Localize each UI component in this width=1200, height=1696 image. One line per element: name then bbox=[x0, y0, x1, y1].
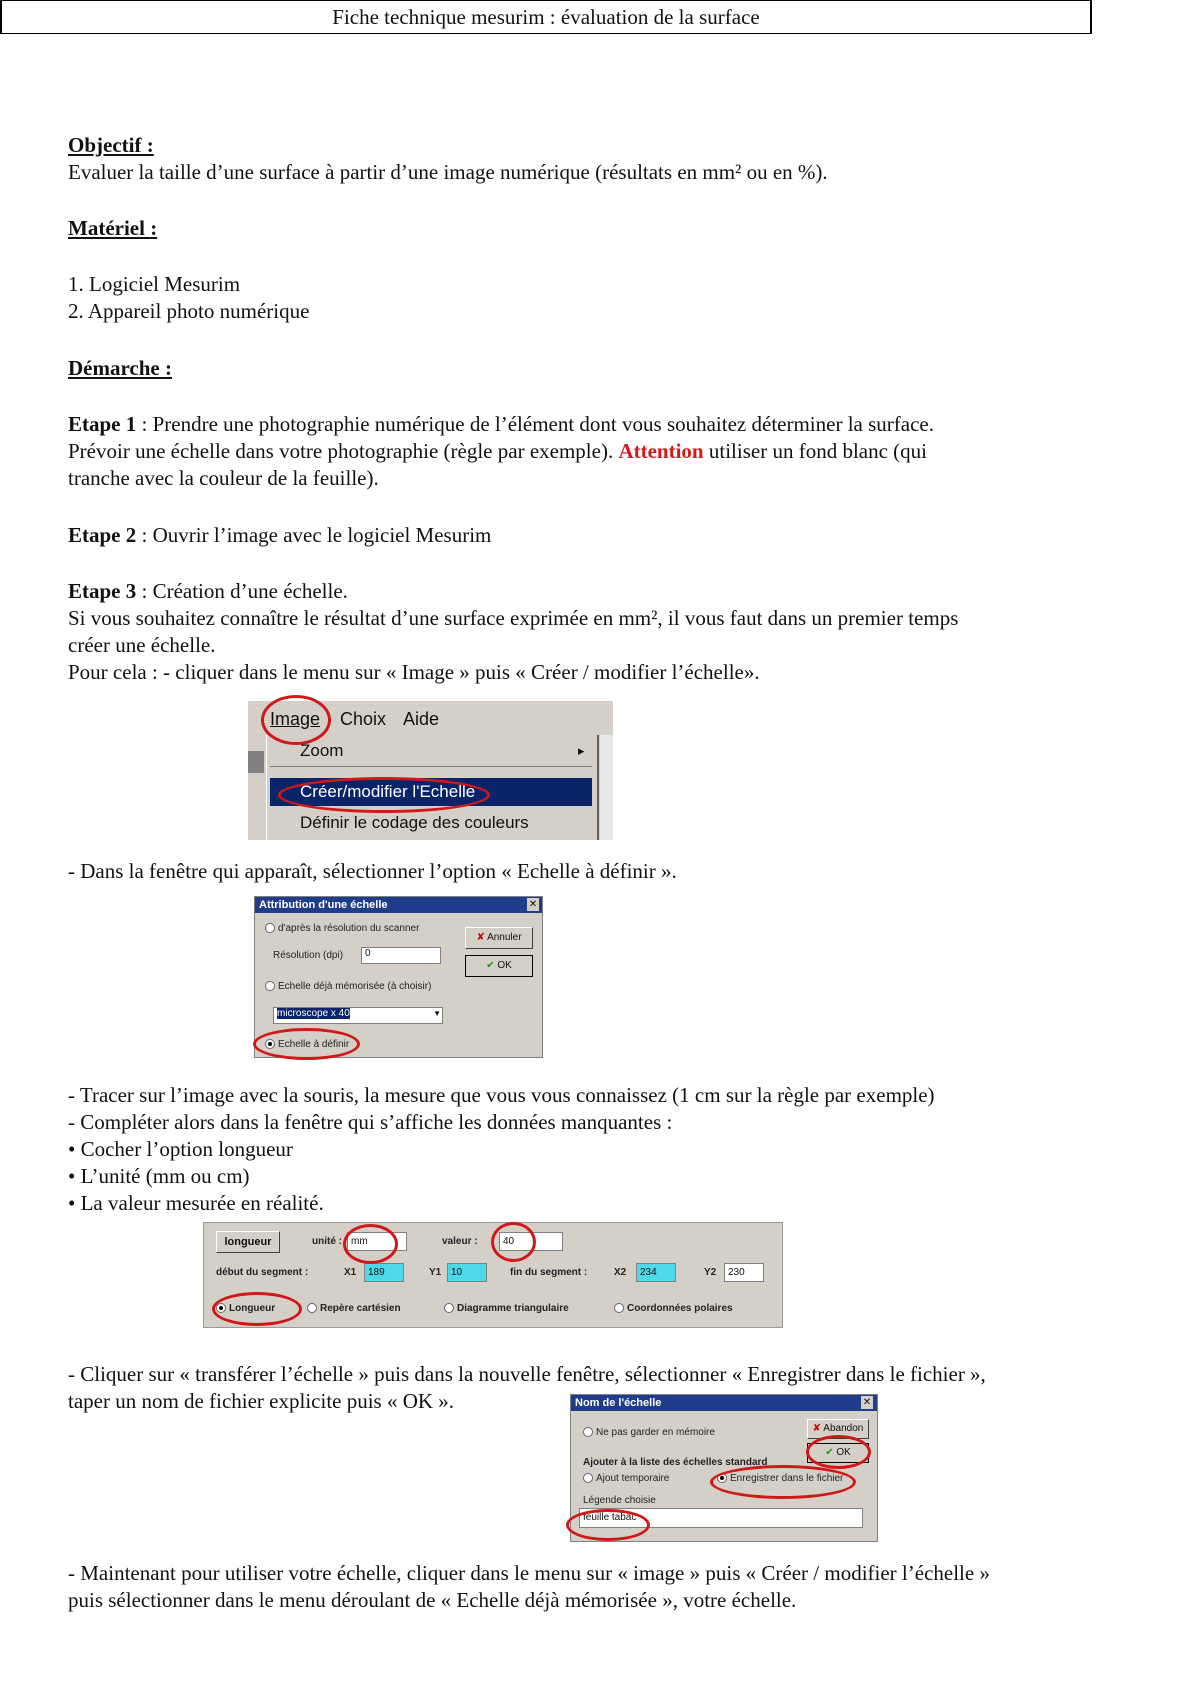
y2-spinner[interactable]: 230 bbox=[724, 1263, 764, 1282]
radio-diagramme-triangulaire[interactable]: Diagramme triangulaire bbox=[444, 1303, 569, 1314]
bullet-longueur: • Cocher l’option longueur bbox=[68, 1137, 293, 1161]
menu-aide[interactable]: Aide bbox=[403, 709, 440, 729]
etape3-line10: - Maintenant pour utiliser votre échelle, cliquer dans le menu sur « image » puis « Créer / modifier l’échelle » bbox=[68, 1561, 990, 1585]
check-icon: ✔ bbox=[486, 960, 495, 971]
chevron-right-icon: ▸ bbox=[578, 743, 585, 758]
etape1-line1: Etape 1 : Prendre une photographie numérique de l’élément dont vous souhaitez déterminer la surface. bbox=[68, 412, 934, 436]
menu-item-codage-couleurs[interactable]: Définir le codage des couleurs bbox=[300, 813, 529, 832]
chevron-down-icon: ▼ bbox=[433, 1009, 441, 1018]
radio-ne-pas-garder[interactable]: Ne pas garder en mémoire bbox=[583, 1427, 715, 1438]
close-icon[interactable]: ✕ bbox=[862, 1397, 872, 1408]
materiel-item-2: 2. Appareil photo numérique bbox=[68, 299, 310, 323]
menu-item-creer-echelle[interactable]: Créer/modifier l'Echelle bbox=[300, 782, 476, 801]
etape2-label: Etape 2 bbox=[68, 523, 137, 547]
radio-repere-cartesien[interactable]: Repère cartésien bbox=[307, 1303, 401, 1314]
bullet-unite: • L’unité (mm ou cm) bbox=[68, 1164, 250, 1188]
close-icon[interactable]: ✕ bbox=[528, 899, 538, 910]
nom-fichier-input[interactable]: feuille tabac bbox=[579, 1508, 863, 1528]
y1-spinner[interactable]: 10 bbox=[447, 1263, 487, 1282]
attention-word: Attention bbox=[618, 439, 704, 463]
etape3-line1: Etape 3 : Création d’une échelle. bbox=[68, 579, 348, 603]
etape1-label: Etape 1 bbox=[68, 412, 137, 436]
etape2-line: Etape 2 : Ouvrir l’image avec le logiciel Mesurim bbox=[68, 523, 492, 547]
radio-longueur[interactable]: Longueur bbox=[216, 1303, 275, 1314]
demarche-heading: Démarche : bbox=[68, 356, 172, 380]
radio-ajout-temporaire[interactable]: Ajout temporaire bbox=[583, 1473, 669, 1484]
etape3-line11: puis sélectionner dans le menu déroulant de « Echelle déjà mémorisée », votre échelle. bbox=[68, 1588, 797, 1612]
radio-definir[interactable]: Echelle à définir bbox=[265, 1039, 349, 1050]
etape3-label: Etape 3 bbox=[68, 579, 137, 603]
dialog-title: Attribution d'une échelle bbox=[255, 897, 542, 913]
resolution-input[interactable]: 0 bbox=[361, 947, 441, 964]
etape3-line7: - Compléter alors dans la fenêtre qui s’affiche les données manquantes : bbox=[68, 1110, 673, 1134]
highlight-circle bbox=[566, 1509, 650, 1541]
materiel-item-1: 1. Logiciel Mesurim bbox=[68, 272, 241, 296]
valeur-input[interactable]: 40 bbox=[499, 1232, 563, 1251]
resolution-label: Résolution (dpi) bbox=[273, 950, 344, 961]
highlight-circle bbox=[278, 777, 490, 813]
tab-longueur[interactable]: longueur bbox=[216, 1231, 280, 1253]
y2-label: Y2 bbox=[704, 1267, 717, 1278]
menu-choix[interactable]: Choix bbox=[340, 709, 387, 729]
highlight-circle bbox=[261, 695, 331, 745]
abandon-button[interactable]: ✘ Abandon bbox=[807, 1419, 869, 1439]
radio-enregistrer-fichier[interactable]: Enregistrer dans le fichier bbox=[717, 1473, 843, 1484]
etape3-line3: créer une échelle. bbox=[68, 633, 216, 657]
etape3-line2: Si vous souhaitez connaître le résultat d’une surface exprimée en mm², il vous faut dans un premier temps bbox=[68, 606, 959, 630]
x1-label: X1 bbox=[344, 1267, 357, 1278]
check-icon: ✔ bbox=[825, 1447, 834, 1458]
page-title: Fiche technique mesurim : évaluation de la surface bbox=[0, 0, 1092, 34]
etape1-line2: Prévoir une échelle dans votre photographie (règle par exemple). Attention utiliser un fond blanc (qui bbox=[68, 439, 927, 463]
menu-image[interactable]: Image bbox=[270, 709, 321, 729]
menu-item-zoom[interactable]: Zoom bbox=[300, 741, 344, 760]
radio-scanner[interactable]: d'après la résolution du scanner bbox=[265, 923, 419, 934]
etape1-line3: tranche avec la couleur de la feuille). bbox=[68, 466, 379, 490]
highlight-circle bbox=[710, 1465, 856, 1499]
materiel-heading: Matériel : bbox=[68, 216, 158, 240]
y1-label: Y1 bbox=[429, 1267, 442, 1278]
fin-segment-label: fin du segment : bbox=[510, 1267, 588, 1278]
objectif-heading: Objectif : bbox=[68, 133, 154, 157]
unite-input[interactable]: mm bbox=[347, 1232, 407, 1251]
annuler-button[interactable]: ✘ Annuler bbox=[465, 927, 533, 949]
legende-label: Légende choisie bbox=[583, 1495, 656, 1506]
valeur-label: valeur : bbox=[442, 1236, 478, 1247]
radio-memorisee[interactable]: Echelle déjà mémorisée (à choisir) bbox=[265, 981, 431, 992]
unite-label: unité : bbox=[312, 1236, 342, 1247]
highlight-circle bbox=[491, 1222, 536, 1262]
etape3-line5: - Dans la fenêtre qui apparaît, sélectionner l’option « Echelle à définir ». bbox=[68, 859, 677, 883]
etape3-line6: - Tracer sur l’image avec la souris, la mesure que vous vous connaissez (1 cm sur la règle par exemple) bbox=[68, 1083, 935, 1107]
bullet-valeur: • La valeur mesurée en réalité. bbox=[68, 1191, 324, 1215]
highlight-circle bbox=[343, 1224, 398, 1264]
x2-label: X2 bbox=[614, 1267, 627, 1278]
highlight-circle bbox=[806, 1435, 871, 1469]
cross-icon: ✘ bbox=[476, 932, 485, 943]
cross-icon: ✘ bbox=[812, 1423, 822, 1434]
etape3-line8: - Cliquer sur « transférer l’échelle » puis dans la nouvelle fenêtre, sélectionner « Enregistrer dans le fichier », bbox=[68, 1362, 986, 1386]
debut-segment-label: début du segment : bbox=[216, 1267, 309, 1278]
objectif-text: Evaluer la taille d’une surface à partir d’une image numérique (résultats en mm² ou en %). bbox=[68, 160, 828, 184]
echelle-select[interactable]: microscope x 40 ▼ bbox=[273, 1007, 443, 1024]
highlight-circle bbox=[253, 1028, 360, 1060]
ok-button[interactable]: ✔ OK bbox=[465, 955, 533, 977]
highlight-circle bbox=[212, 1292, 302, 1326]
x2-spinner[interactable]: 234 bbox=[636, 1263, 676, 1282]
ajouter-liste-label: Ajouter à la liste des échelles standard bbox=[583, 1457, 768, 1468]
radio-coordonnees-polaires[interactable]: Coordonnées polaires bbox=[614, 1303, 733, 1314]
etape3-line9: taper un nom de fichier explicite puis « OK ». bbox=[68, 1389, 455, 1413]
etape3-line4: Pour cela : - cliquer dans le menu sur « Image » puis « Créer / modifier l’échelle». bbox=[68, 660, 760, 684]
ok-button[interactable]: ✔ OK bbox=[807, 1443, 869, 1463]
dialog-title: Nom de l'échelle bbox=[571, 1395, 877, 1411]
x1-spinner[interactable]: 189 bbox=[364, 1263, 404, 1282]
